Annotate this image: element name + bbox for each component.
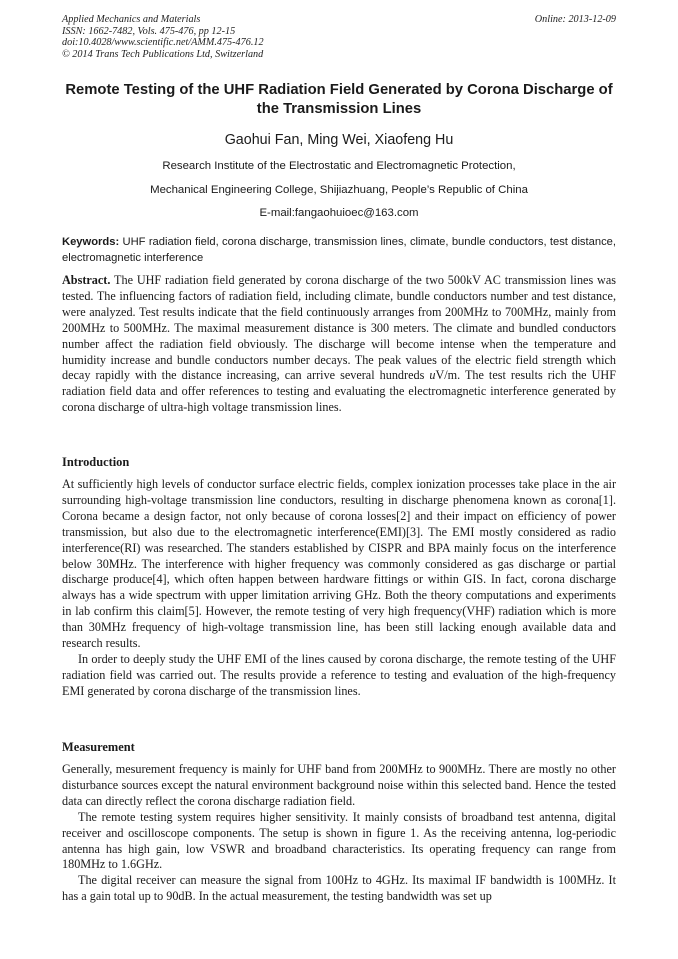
abstract-text-1: The UHF radiation field generated by corona discharge of the two 500kV AC transmission lines was tested. The influencing factors of radiation field, including climate, bundle conductors number and test distance, were analyzed. Test results indicate that the field continuously arranges from 200MHz to 700MHz, mainly from 200MHz to 500MHz. The maximal measurement distance is 300 meters. The climate and bundled conductors number affect the radiation field obviously. The discharge will become intense when the temperature and humidity increase and bundle conductors number decays. The peak values of the electric field strength which decay rapidly with the distance increasing, can arrive several hundreds: [62, 273, 616, 383]
introduction-heading: Introduction: [62, 455, 130, 469]
author-email: E-mail:fangaohuioec@163.com: [259, 207, 419, 219]
keywords-label: Keywords:: [62, 236, 120, 248]
abstract-unit-variable: u: [429, 368, 436, 383]
doi-line: doi:10.4028/www.scientific.net/AMM.475-476.12: [62, 37, 264, 49]
introduction-paragraph-1: At sufficiently high levels of conductor surface electric fields, complex ionization processes take place in the air surrounding high-voltage transmission line conductors, resulting in discharge phenomena known as corona[1]. Corona became a design factor, not only because of corona losses[2] and their impact on efficiency of power transmission, but also due to the electromagnetic interference(EMI)[3]. The EMI mostly considered as radio interference(RI) was researched. The standers established by CISPR and BPA mainly focus on the interference below 30MHz. The interference with higher frequency was commonly considered as gas discharge or partial discharge produce[4], which often happen between hardware fittings or within GIS. In fact, corona discharge always has a wide spectrum with upper limitation arriving GHz. Both the theory computations and experiments in lab confirm this claim[5]. However, the remote testing of very high frequency(VHF) radiation which is more than 30MHz frequency of high-voltage transmission line, has been still lacking enough available data and research results.: [62, 477, 616, 651]
keywords-text: UHF radiation field, corona discharge, transmission lines, climate, bundle conductors, test distance, electromagnetic interference: [62, 236, 616, 264]
affiliation-block: [62, 155, 616, 226]
measurement-paragraph-1: Generally, mesurement frequency is mainly for UHF band from 200MHz to 900MHz. There are mostly no other disturbance sources except the natural environment background noise within this selected band. Hence the tested data can directly reflect the corona discharge radiation field.: [62, 762, 616, 808]
keywords-block: [62, 235, 616, 266]
introduction-section: [62, 477, 616, 700]
measurement-section: [62, 762, 616, 905]
copyright-line: © 2014 Trans Tech Publications Ltd, Switzerland: [62, 48, 264, 60]
abstract-label: Abstract.: [62, 273, 111, 287]
affiliation-line-1: Research Institute of the Electrostatic and Electromagnetic Protection,: [162, 160, 516, 172]
measurement-heading: Measurement: [62, 740, 135, 754]
journal-metadata: [62, 14, 264, 60]
paper-title: Remote Testing of the UHF Radiation Field Generated by Corona Discharge of the Transmission Lines: [65, 82, 613, 117]
abstract-text-2: V/m. The test results rich the UHF radiation field data and offer references to testing and evaluating the electromagnetic interference generated by corona discharge of ultra-high voltage transmission lines.: [62, 368, 616, 415]
introduction-paragraph-2: In order to deeply study the UHF EMI of the lines caused by corona discharge, the remote testing of the UHF radiation field was carried out. The results provide a reference to testing and evaluation of the high-frequency EMI generated by corona discharge of the transmission lines.: [62, 651, 616, 698]
author-list: Gaohui Fan, Ming Wei, Xiaofeng Hu: [224, 132, 454, 148]
affiliation-line-2: Mechanical Engineering College, Shijiazhuang, People’s Republic of China: [150, 183, 528, 196]
journal-name: Applied Mechanics and Materials: [62, 14, 201, 25]
measurement-paragraph-3: The digital receiver can measure the signal from 100Hz to 4GHz. Its maximal IF bandwidth is 100MHz. It has a gain total up to 90dB. In the actual measurement, the testing bandwidth was set up: [62, 873, 616, 904]
measurement-paragraph-2: The remote testing system requires higher sensitivity. It mainly consists of broadband test antenna, digital receiver and oscilloscope components. The setup is shown in figure 1. As the receiving antenna, log-periodic antenna has high gain, low VSWR and broadband characteristics. Its operating frequency can range from 180MHz to 1.6GHz.: [62, 809, 616, 872]
issn-line: ISSN: 1662-7482, Vols. 475-476, pp 12-15: [62, 25, 236, 37]
online-date: Online: 2013-12-09: [534, 14, 616, 25]
abstract-block: [62, 273, 616, 416]
